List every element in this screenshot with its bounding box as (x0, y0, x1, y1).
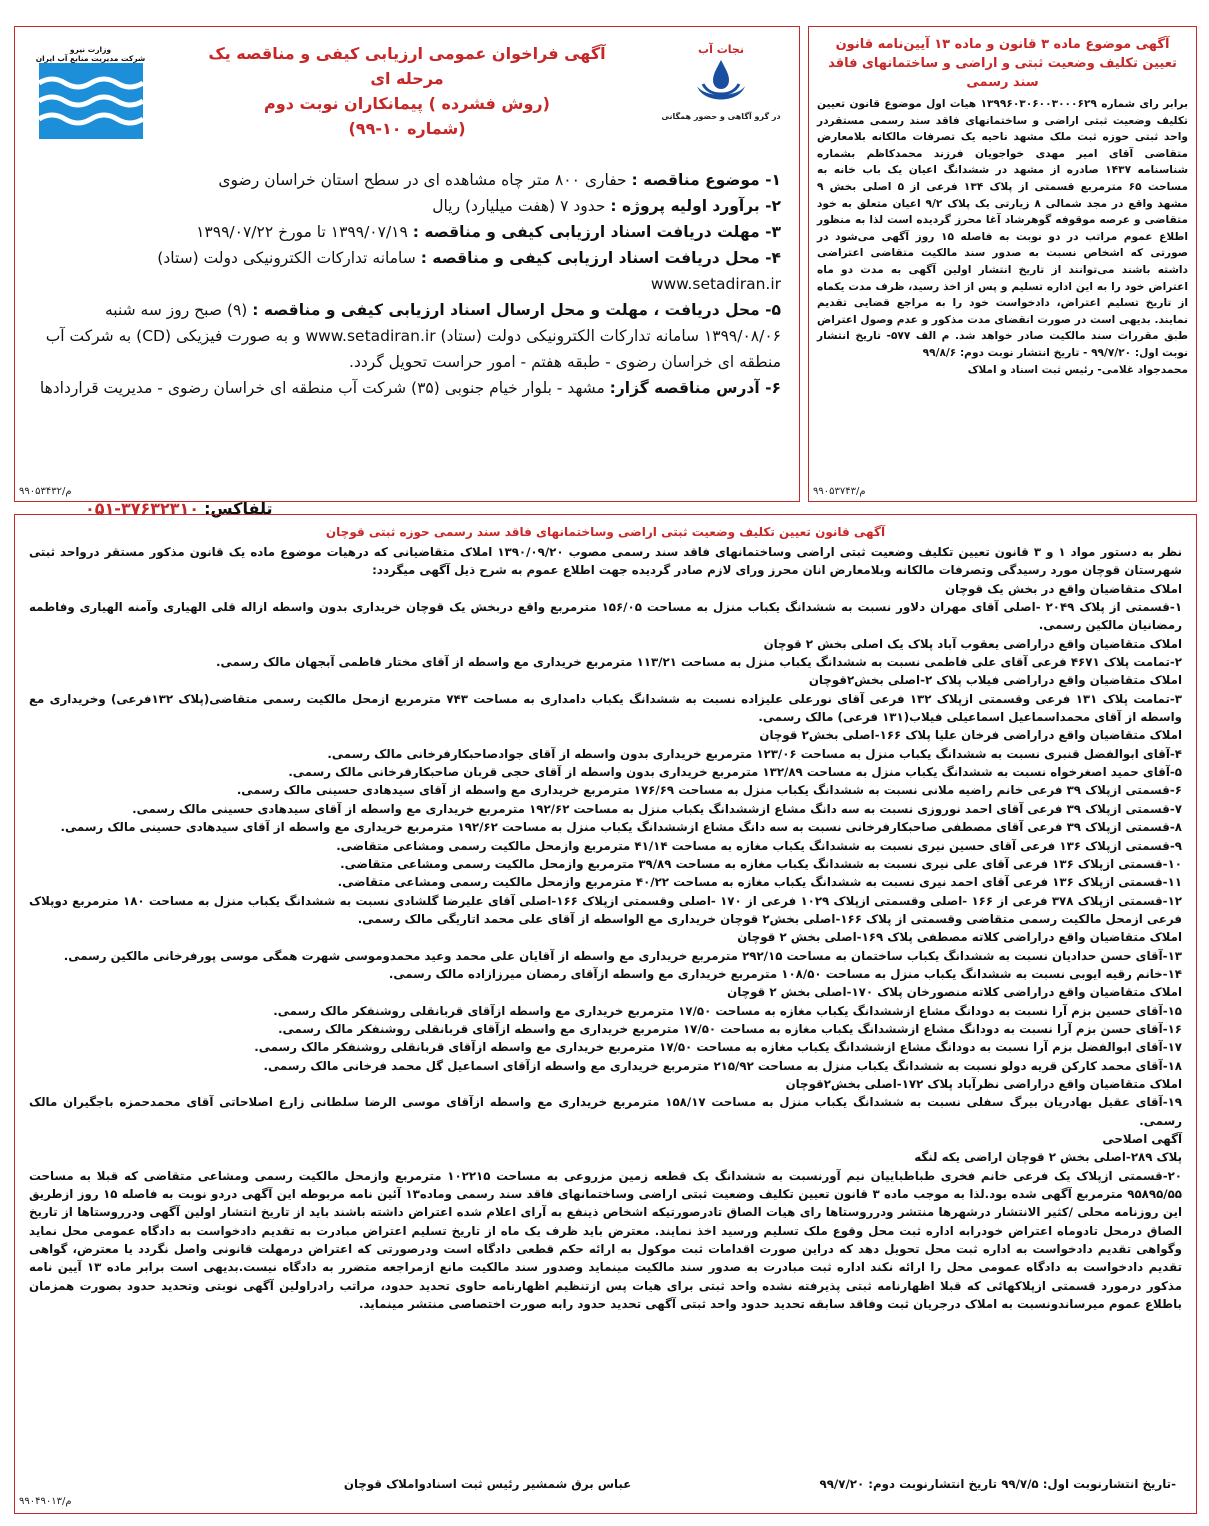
quchan-notice-paragraph: ۸-قسمتی ازپلاک ۳۹ فرعی آقای مصطفی صاحبکارفرخانی نسبت به سه دانگ مشاع ازششدانگ یکباب منزل به مساحت ۱۹۲/۶۲ مترمربع خریداری مع واسطه از آقای سیدهادی حسینی مالک رسمی. (60, 820, 1182, 835)
quchan-notice-paragraph: ۱۷-آقای ابوالفضل بزم آرا نسبت به دودانگ مشاع ازششدانگ یکباب مغازه به مساحت ۱۷/۵۰ مترمربع خریداری مع واسطه ازآقای قربانقلی روشنفکر مالک رسمی. (254, 1040, 1182, 1055)
registry-notice-signature: محمدجواد غلامی- رئیس ثبت اسناد و املاک (967, 363, 1188, 376)
najat-ab-logo-sub: در گرو آگاهی و حضور همگانی (661, 112, 781, 121)
quchan-publish-dates: -تاریخ انتشارنوبت اول: ۹۹/۷/۵ تاریخ انتشارنوبت دوم: ۹۹/۷/۲۰ (819, 1477, 1176, 1491)
tender-item-3: ۳- مهلت دریافت اسناد ارزیابی کیفی و مناقصه : ۱۳۹۹/۰۷/۱۹ تا مورخ ۱۳۹۹/۰۷/۲۲ (196, 223, 781, 241)
fax-label: تلفاکس: (204, 499, 273, 518)
quchan-notice-title: آگهی قانون تعیین تکلیف وضعیت ثبتی اراضی وساختمانهای فاقد سند رسمی حوزه ثبتی قوچان (325, 525, 886, 539)
quchan-notice-paragraph: ۱۱-قسمتی ازپلاک ۱۳۶ فرعی آقای احمد نیری نسبت به ششدانگ یکباب مغازه به مساحت ۴۰/۲۲ مترمربع وازمحل مالکیت رسمی ومشاعی متقاضی. (337, 875, 1182, 890)
registry-notice-mashhad (808, 26, 1197, 502)
water-waves-icon (39, 63, 143, 139)
quchan-notice-paragraph: املاک متقاضیان واقع دراراضی یعقوب آباد پلاک یک اصلی بخش ۲ قوچان (763, 636, 1182, 651)
tender-title (187, 41, 627, 141)
quchan-notice-paragraph: ۲۰-قسمتی ازپلاک یک فرعی خانم فخری طباطباییان نیم آورنسبت به ششدانگ یک قطعه زمین مزروعی به مساحت ۱۰۲۲۱۵ مترمربع وازمحل مالکیت رسمی ومشاعی متقاضی که قبلا به مساحت ۹۵۸۹۵/۵۵ مترمربع آگهی شده بود.لذا به موجب ماده ۳ قانون تعیین تکلیف وضعیت ثبتی اراضی وساختمانهای فاقد سند رسمی وماده۱۳ آئین نامه مربوطه این آگهی دردو نوبت به فاصله ۱۵ روز ازطریق این روزنامه محلی /کثیر الانتشار درشهرها منتشر ودرروستاها رای هیات الصاق تادرصورتیکه اشخاص ذینفع به آرای اعلام شده اعتراض داشته باشند باید از تاریخ انتشار اولین آگهی ودرروستاها از تاریخ الصاق درمحل تادوماه اعتراض خودرابه اداره ثبت محل وقوع ملک تسلیم ورسید اخذ نمایند. معترض باید ظرف یک ماه از تاریخ تسلیم اعتراض مبادرت به تقدیم دادخواست به دادگاه عمومی محل نماید وگواهی تقدیم دادخواست به اداره ثبت محل تحویل دهد که دراین صورت اقدامات ثبت موکول به ارائه حکم قطعی دادگاه است ودرصورتی که اعتراض درمهلت قانونی واصل نگردد یا معترض، گواهی تقدیم دادخواست به دادگاه عمومی محل را ارائه نکند اداره ثبت مبادرت به صدور سند مالکیت مینماید وصدور سند مالکیت مانع ازمراجعه متضرر به دادگاه نیست.بدیهی است برابر ماده ۱۳ آیین نامه مذکور درمورد قسمتی ازپلاکهائی که قبلا اظهارنامه ثبتی پذیرفته نشده واحد ثبتی برای هیات پس ازتنظیم اظهارنامه حاوی تحدید حدود، مراتب رادراولین آگهی نوبتی وتحدید حدود بصورت همزمان باطلاع عموم میرساندونسبت به املاک درجریان ثبت وفاقد سابقه تحدید حدود واحد ثبتی آگهی تحدید حدود رابه صورت اختصاصی منتشر مینماید. (29, 1168, 1182, 1312)
najat-ab-logo-label: نجات آب (698, 43, 744, 56)
tender-title-line3: (شماره ۱۰-۹۹) (348, 119, 466, 138)
quchan-notice-paragraph: ۷-قسمتی ازپلاک ۳۹ فرعی آقای احمد نوروزی نسبت به سه دانگ مشاع ازششدانگ یکباب منزل به مساحت ۱۹۲/۶۲ مترمربع خریداری مع واسطه از آقای سیدهادی حسینی مالک رسمی. (132, 801, 1182, 816)
tender-ref: م/۹۹۰۵۳۴۳۲ (19, 486, 72, 497)
quchan-notice-paragraph: ۲-تمامت پلاک ۴۶۷۱ فرعی آقای علی فاطمی نسبت به ششدانگ یکباب منزل به مساحت ۱۱۳/۲۱ مترمربع خریداری مع واسطه از آقای مختار فاطمی آبجهان مالک رسمی. (216, 655, 1182, 670)
quchan-notice-paragraph: ۱-قسمتی از پلاک ۲۰۴۹ -اصلی آقای مهران دلاور نسبت به ششدانگ یکباب منزل به مساحت ۱۵۶/۰۵ مترمربع واقع دربخش یک قوچان خریداری بدون واسطه ازاله قلی الهیاری وآمنه الهیاری وفاطمه رمضانیان مالکین رسمی. (29, 600, 1183, 633)
quchan-notice-footer (176, 1477, 1176, 1491)
quchan-notice-paragraph: املاک متقاضیان واقع دراراضی نظرآباد پلاک ۱۷۲-اصلی بخش۲قوچان (785, 1076, 1182, 1091)
quchan-notice-paragraph: ۱۲-قسمتی ازپلاک ۳۷۸ فرعی از ۱۶۶ -اصلی وقسمتی ازپلاک ۱۰۲۹ فرعی از ۱۷۰ -اصلی وقسمتی ازپلاک ۱۶۶-اصلی آقای علیرضا گلشادی نسبت به ششدانگ یکباب منزل به مساحت ۱۸۰ مترمربع دوپلاک فرعی ازمحل مالکیت رسمی متقاضی وقسمتی از پلاک ۱۶۶-اصلی بخش۲ قوچان خریداری مع الواسطه از آقای علی محمد اتاریگی مالک رسمی. (29, 893, 1182, 926)
quchan-notice-paragraph: ۶-قسمتی ازپلاک ۳۹ فرعی خانم راضیه ملانی نسبت به ششدانگ یکباب منزل به مساحت ۱۷۶/۶۹ مترمربع خریداری مع واسطه از آقای سیدهادی حسینی مالک رسمی. (236, 783, 1182, 798)
tender-title-line1: آگهی فراخوان عمومی ارزیابی کیفی و مناقصه یک مرحله ای (208, 44, 606, 88)
quchan-registry-notice (14, 514, 1197, 1514)
quchan-notice-paragraph: املاک متقاضیان واقع دراراضی فرخان علیا پلاک ۱۶۶-اصلی بخش۲ قوچان (759, 728, 1182, 743)
quchan-notice-paragraph: ۱۳-آقای حسن حدادیان نسبت به ششدانگ یکباب ساختمان به مساحت ۲۹۲/۱۵ مترمربع خریداری مع واسطه از آقایان علی محمد وعید محمدوموسی شهرت همگی موسی پورفرخانی مالکین رسمی. (63, 948, 1182, 963)
quchan-notice-paragraph: املاک متقاضیان واقع دراراضی فیلاب پلاک ۲-اصلی بخش۲قوچان (808, 673, 1182, 688)
tender-item-5: ۵- محل دریافت ، مهلت و محل ارسال اسناد ارزیابی کیفی و مناقصه : (۹) صبح روز سه شنبه ۱۳۹۹/۰۸/۰۶ سامانه تدارکات الکترونیکی دولت (ستاد) www.setadiran.ir و به صورت فیزیکی (CD) به شرکت آب منطقه ای خراسان رضوی - طبقه هفتم - امور حراست تحویل گردد. (45, 301, 781, 371)
tender-item-6: ۶- آدرس مناقصه گزار: مشهد - بلوار خیام جنوبی (۳۵) شرکت آب منطقه ای خراسان رضوی - مدیریت قراردادها (39, 379, 781, 397)
quchan-signature: عباس برق شمشیر رئیس ثبت اسنادواملاک قوچان (343, 1477, 632, 1491)
fax-number: ۰۵۱-۳۷۶۳۲۳۱۰ (85, 499, 200, 518)
quchan-notice-paragraph: املاک متقاضیان واقع دراراضی کلاته منصورخان پلاک ۱۷۰-اصلی بخش ۲ قوچان (727, 985, 1182, 1000)
tender-item-1: ۱- موضوع مناقصه : حفاری ۸۰۰ متر چاه مشاهده ای در سطح استان خراسان رضوی (218, 171, 781, 189)
quchan-notice-paragraph: ۴-آقای ابوالفضل قنبری نسبت به ششدانگ یکباب منزل به مساحت ۱۲۳/۰۶ مترمربع خریداری بدون واسطه از آقای جوادصاحبکارفرخانی مالک رسمی. (327, 746, 1182, 761)
registry-notice-title: آگهی موضوع ماده ۳ قانون و ماده ۱۳ آیین‌نامه قانون تعیین تکلیف وضعیت ثبتی و اراضی و ساختمانهای فاقد سند رسمی (828, 37, 1177, 90)
tender-items (36, 167, 781, 401)
quchan-notice-paragraph: پلاک ۲۸۹-اصلی بخش ۲ قوچان اراضی یکه لنگه (914, 1150, 1182, 1165)
quchan-notice-paragraph: ۱۹-آقای عقیل بهادریان بیرگ سفلی نسبت به ششدانگ یکباب منزل به مساحت ۱۵۸/۱۷ مترمربع خریداری مع واسطه ازآقای موسی الرضا سلطانی زارع اصلاحاتی آقای محمدحمزه باجگیران مالک رسمی. (29, 1095, 1182, 1128)
tender-item-2: ۲- برآورد اولیه پروژه : حدود ۷ (هفت میلیارد) ریال (432, 197, 781, 215)
quchan-notice-paragraph: ۵-آقای حمید اصغرخواه نسبت به ششدانگ یکباب منزل به مساحت ۱۳۲/۸۹ مترمربع خریداری بدون واسطه از آقای حجی قربان صاحبکارفرخانی مالک رسمی. (288, 765, 1182, 780)
tender-item-4: ۴- محل دریافت اسناد ارزیابی کیفی و مناقصه : سامانه تدارکات الکترونیکی دولت (ستاد) www.setadiran.ir (157, 249, 781, 293)
quchan-notice-ref: م/۹۹۰۴۹۰۱۳ (19, 1496, 72, 1507)
quchan-notice-paragraph: املاک متقاضیان واقع دراراضی کلاته مصطفی پلاک ۱۶۹-اصلی بخش ۲ قوچان (737, 930, 1182, 945)
registry-notice-body: برابر رای شماره ۱۳۹۹۶۰۳۰۶۰۰۳۰۰۰۶۲۹ هیات اول موضوع قانون تعیین تکلیف وضعیت ثبتی اراضی و ساختمانهای فاقد سند رسمی مستقردر واحد ثبتی حوزه ثبت ملک مشهد ناحیه یک تصرفات مالکانه بلامعارض متقاضی آقای امیر مهدی خواجویان فرزند محمدکاظم بشماره شناسنامه ۱۴۳۷ صادره از مشهد در ششدانگ اعیان یک باب خانه به مساحت ۶۵ مترمربع قسمتی از پلاک ۱۳۴ فرعی از ۵ اصلی بخش ۹ مشهد واقع در مجد شمالی ۸ زیارتی یک پلاک ۹/۲ اعیان متعلق به خود متقاضی و عرصه موقوفه گوهرشاد آغا محرز گردیده است لذا به منظور اطلاع عموم مراتب در دو نوبت به فاصله ۱۵ روز آگهی می‌شود در صورتی که اشخاص نسبت به صدور سند مالکیت متقاضی اعتراضی داشته باشند می‌توانند از تاریخ انتشار اولین آگهی به مدت دو ماه اعتراض خود را به این اداره تسلیم و پس از اخذ رسید، ظرف مدت یکماه از تاریخ تسلیم اعتراض، دادخواست خود را به مراجع قضایی تقدیم نمایند. بدیهی است در صورت انقضای مدت مذکور و عدم وصول اعتراض طبق مقررات سند مالکیت صادر خواهد شد. م الف ۵۷۷- تاریخ انتشار نوبت اول: ۹۹/۷/۲۰ - تاریخ انتشار نوبت دوم: ۹۹/۸/۶ (817, 98, 1188, 359)
quchan-notice-paragraph: آگهی اصلاحی (1102, 1132, 1182, 1146)
quchan-notice-paragraph: املاک متقاضیان واقع در بخش یک قوچان (944, 581, 1182, 596)
quchan-notice-body (29, 543, 1182, 1313)
quchan-notice-paragraph: ۱۰-قسمتی ازپلاک ۱۳۶ فرعی آقای علی نیری نسبت به ششدانگ یکباب مغازه به مساحت ۳۹/۸۹ مترمربع وازمحل مالکیت رسمی ومشاعی متقاضی. (340, 856, 1182, 871)
quchan-notice-paragraph: ۹-قسمتی ازپلاک ۱۳۶ فرعی آقای حسین نیری نسبت به ششدانگ یکباب مغازه به مساحت ۴۱/۱۴ مترمربع وازمحل مالکیت رسمی ومشاعی متقاضی. (336, 838, 1182, 853)
ministry-of-energy-logo (33, 45, 148, 147)
quchan-notice-paragraph: ۱۴-خانم رقیه ایوبی نسبت به ششدانگ یکباب منزل به مساحت ۱۰۸/۵۰ مترمربع خریداری مع واسطه ازآقای رمضان میرزازاده مالک رسمی. (388, 966, 1182, 981)
registry-notice-ref: م/۹۹۰۵۳۷۴۳ (813, 486, 866, 497)
tender-notice (14, 26, 800, 518)
quchan-notice-paragraph: ۱۶-آقای حسن بزم آرا نسبت به دودانگ مشاع ازششدانگ یکباب مغازه به مساحت ۱۷/۵۰ مترمربع خریداری مع واسطه ازآقای قربانقلی روشنفکر مالک رسمی. (278, 1021, 1182, 1036)
quchan-notice-paragraph: ۳-تمامت پلاک ۱۳۱ فرعی وقسمتی ازپلاک ۱۳۲ فرعی آقای نورعلی علیزاده نسبت به ششدانگ یکباب دامداری به مساحت ۷۴۳ مترمربع ازمحل مالکیت رسمی متقاضی(پلاک ۱۳۲فرعی) وخریداری مع واسطه از آقای محمداسماعیل اسماعیلی فیلاب(۱۳۱ فرعی) مالک رسمی. (29, 691, 1182, 725)
water-hands-icon (691, 56, 751, 108)
quchan-notice-paragraph: نظر به دستور مواد ۱ و ۳ قانون تعیین تکلیف وضعیت ثبتی اراضی وساختمانهای فاقد سند رسمی مصوب ۱۳۹۰/۰۹/۲۰ املاک متقاضیانی که درهیات موضوع ماده یک قانون مذکور مستقر درواحد ثبتی شهرستان قوچان مورد رسیدگی وتصرفات مالکانه وبلامعارض انان محرز ورای لازم صادر گردیده جهت اطلاع عموم به شرح ذیل آگهی میگردد: (29, 545, 1182, 578)
najat-ab-logo (657, 43, 785, 143)
ministry-logo-label: وزارت نیرو شرکت مدیریت منابع آب ایران (35, 45, 146, 63)
quchan-notice-paragraph: ۱۸-آقای محمد کارکن قریه دولو نسبت به ششدانگ یکباب منزل به مساحت ۲۱۵/۹۲ مترمربع خریداری مع واسطه ازآقای اسماعیل گل محمد فرخانی مالک رسمی. (263, 1058, 1182, 1073)
tender-title-line2: (روش فشرده ) پیمانکاران نوبت دوم (264, 94, 550, 113)
quchan-notice-paragraph: ۱۵-آقای حسین بزم آرا نسبت به دودانگ مشاع ازششدانگ یکباب مغازه به مساحت ۱۷/۵۰ مترمربع خریداری مع واسطه ازآقای قربانقلی روشنفکر مالک رسمی. (273, 1003, 1182, 1018)
